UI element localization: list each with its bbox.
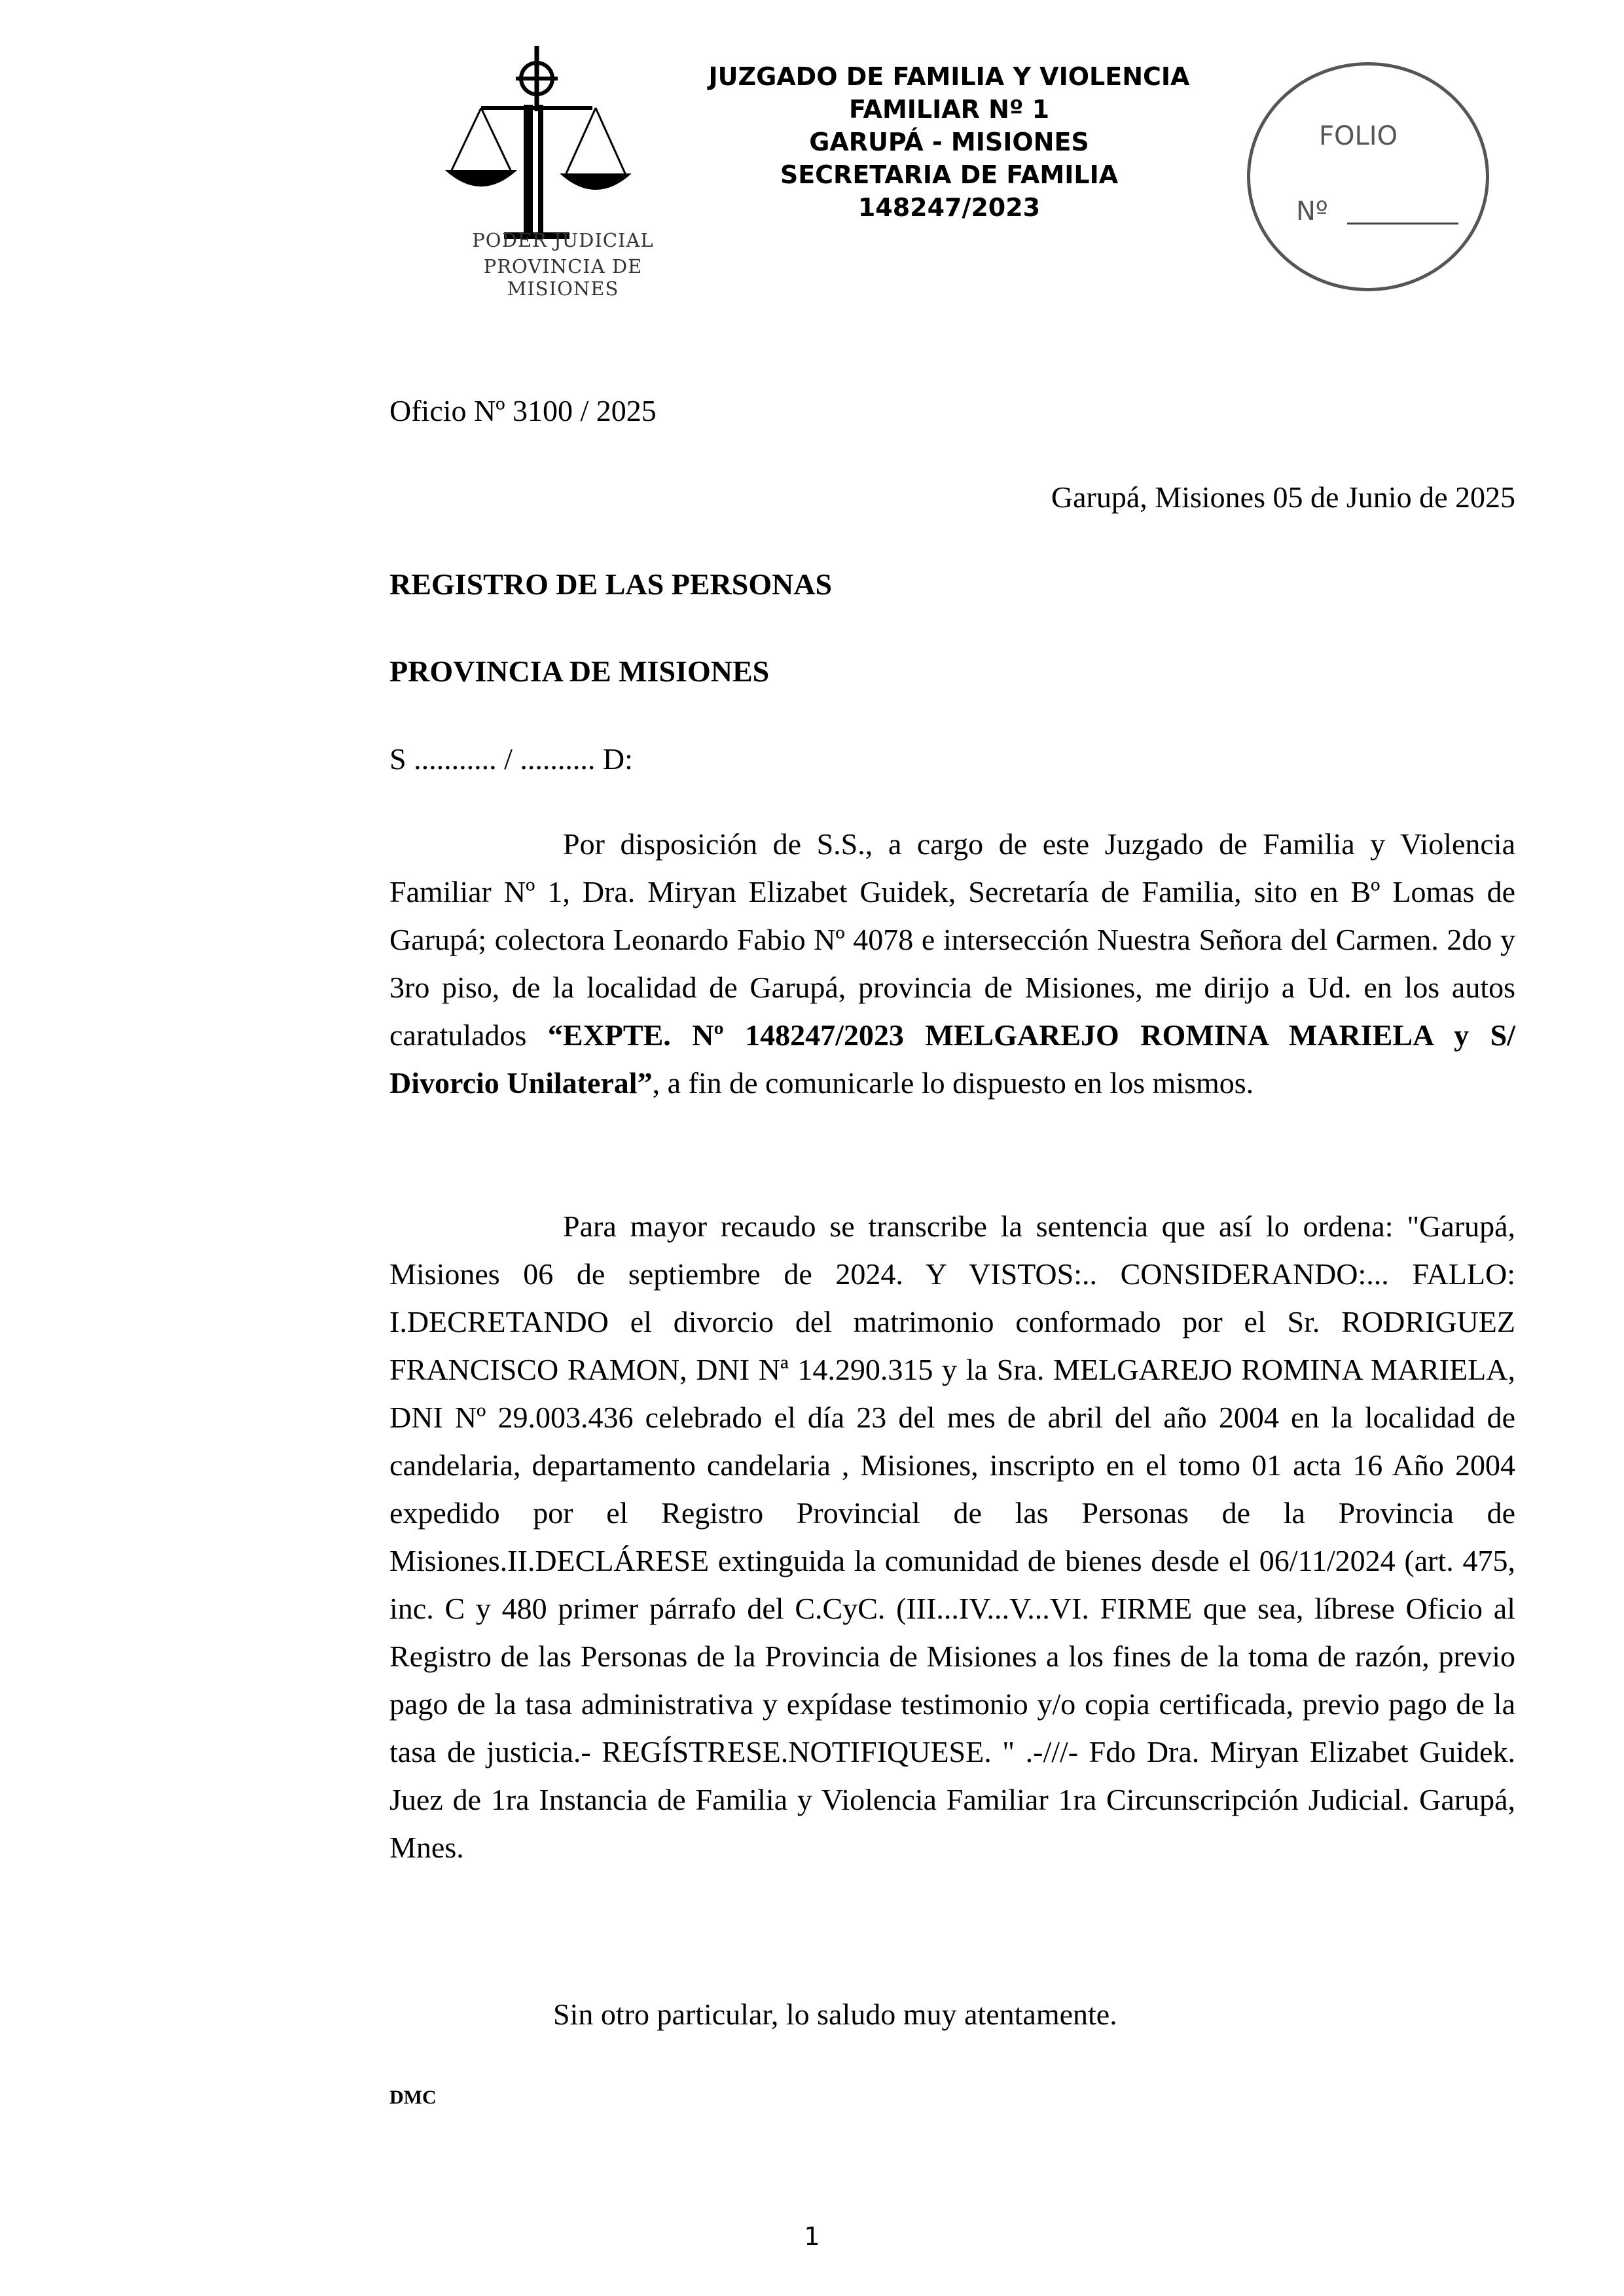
salutation: S ........... / .......... D:: [389, 742, 633, 776]
oficio-number: Oficio Nº 3100 / 2025: [389, 394, 657, 427]
court-line-1: JUZGADO DE FAMILIA Y VIOLENCIA: [708, 62, 1190, 91]
sentence-transcription: Para mayor recaudo se transcribe la sentencia que así lo ordena: "Garupá, Misiones 06 de septiembre de 2024. Y VISTOS:.. CONSIDERANDO:... FALLO: I.DECRETANDO el divorcio del matrimonio conformado por el Sr. RODRIGUEZ FRANCISCO RAMON, DNI Nª 14.290.315 y la Sra. MELGAREJO ROMINA MARIELA, DNI Nº 29.003.436 celebrado el día 23 del mes de abril del año 2004 en la localidad de candelaria, departamento candelaria , Misiones, inscripto en el tomo 01 acta 16 Año 2004 expedido por el Registro Provincial de las Personas de la Provincia de Misiones.II.DECLÁRESE extinguida la comunidad de bienes desde el 06/11/2024 (art. 475, inc. C y 480 primer párrafo del C.CyC. (III...IV...V...VI. FIRME que sea, líbrese Oficio al Registro de las Personas de la Provincia de Misiones a los fines de la toma de razón, previo pago de la tasa administrativa y expídase testimonio y/o copia certificada, previo pago de la tasa de justicia.- REGÍSTRESE.NOTIFIQUESE. " .-///- Fdo Dra. Miryan Elizabet Guidek. Juez de 1ra Instancia de Familia y Violencia Familiar 1ra Circunscripción Judicial. Garupá, Mnes.: [389, 1210, 1515, 1864]
folio-stamp: [1247, 62, 1489, 291]
case-caption: “EXPTE. Nº 148247/2023 MELGAREJO ROMINA MARIELA y S/ Divorcio Unilateral”: [389, 1018, 1515, 1100]
court-header: [694, 60, 1204, 224]
body-paragraph-1: [389, 820, 1515, 1107]
body-paragraph-2: [389, 1202, 1515, 1871]
recipient-line-2: PROVINCIA DE MISIONES: [389, 655, 770, 688]
place-date: Garupá, Misiones 05 de Junio de 2025: [1051, 480, 1515, 514]
paragraph-1-text-end: , a fin de comunicarle lo dispuesto en los mismos.: [652, 1066, 1254, 1100]
paragraph-1-text: Por disposición de S.S., a cargo de este Juzgado de Familia y Violencia Familiar Nº 1, Dra. Miryan Elizabet Guidek, Secretaría de Familia, sito en Bº Lomas de Garupá; colectora Leonardo Fabio Nº 4078 e intersección Nuestra Señora del Carmen. 2do y 3ro piso, de la localidad de Garupá, provincia de Misiones, me dirijo a Ud. en los autos caratulados: [389, 827, 1515, 1052]
stamp-number-blank: [1347, 223, 1458, 224]
logo-text-line2: PROVINCIA DE MISIONES: [483, 255, 643, 300]
case-number: 148247/2023: [857, 193, 1041, 222]
page-number: 1: [804, 2222, 820, 2251]
logo-text-line1: PODER JUDICIAL: [472, 229, 654, 251]
court-line-2: FAMILIAR Nº 1: [848, 95, 1050, 124]
stamp-folio-label: FOLIO: [1319, 121, 1398, 151]
court-line-3: GARUPÁ - MISIONES: [809, 128, 1089, 156]
recipient-line-1: REGISTRO DE LAS PERSONAS: [389, 567, 833, 601]
court-line-4: SECRETARIA DE FAMILIA: [780, 160, 1119, 189]
closing-line: Sin otro particular, lo saludo muy atentamente.: [553, 1998, 1117, 2031]
typist-initials: DMC: [389, 2087, 437, 2108]
scales-of-justice-icon: [432, 39, 694, 249]
poder-judicial-logo: [432, 39, 694, 300]
stamp-number-label: Nº: [1296, 196, 1328, 226]
